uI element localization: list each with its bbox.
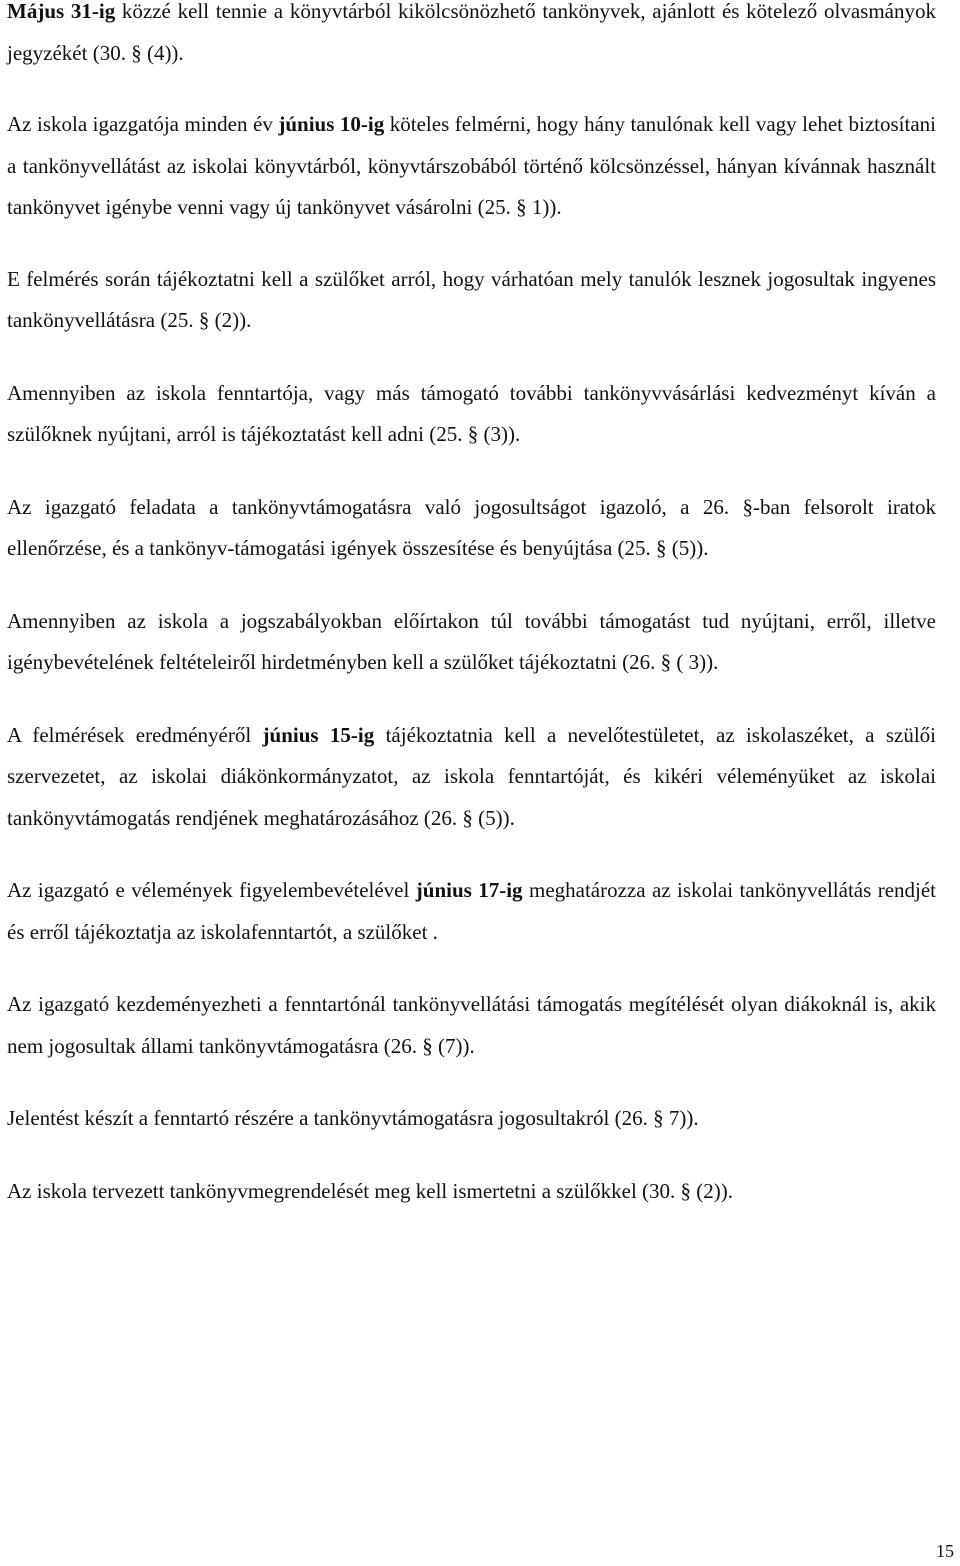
paragraph-director-duties [7,487,936,570]
paragraph-results-june-15 [7,715,936,840]
document-page [7,0,936,1212]
deadline-date: Május 31-ig [7,0,116,23]
paragraph-text: meghatározza az iskolai tankönyvellátás rendjét és erről tájékoztatja az iskolafenntartót, a szülőket . [7,878,937,944]
paragraph-text: Az igazgató kezdeményezheti a fenntartónál tankönyvellátási támogatás megítélését olyan diákoknál is, akik nem jogosultak állami tankönyvtámogatásra (26. § (7)). [7,992,936,1058]
paragraph-text: Jelentést készít a fenntartó részére a tankönyvtámogatásra jogosultakról (26. § 7)). [7,1106,699,1130]
paragraph-text: Amennyiben az iskola fenntartója, vagy más támogató további tankönyvvásárlási kedvezményt kíván a szülőknek nyújtani, arról is tájékoztatást kell adni (25. § (3)). [7,380,936,446]
deadline-date: június 15-ig [262,722,375,747]
paragraph-text: köteles felmérni, hogy hány tanulónak kell vagy lehet biztosítani a tankönyvellátást az iskolai könyvtárból, könyvtárszobából történő kölcsönzéssel, hányan kívánnak használt tankönyvet igénybe venni vagy új tankönyvet vásárolni (25. § 1)). [7,112,936,219]
paragraph-text: Amennyiben az iskola a jogszabályokban előírtakon túl további támogatást tud nyújtani, erről, illetve igénybevételének feltételeiről hirdetményben kell a szülőket tájékoztatni (26. § ( 3)). [7,608,936,674]
paragraph-text: A felmérések eredményéről [7,722,263,747]
deadline-date: június 10-ig [278,112,385,136]
paragraph-additional-support [7,601,936,684]
paragraph-parent-information [7,259,936,342]
paragraph-text: Az igazgató feladata a tankönyvtámogatásra való jogosultságot igazoló, a 26. §-ban felsorolt iratok ellenőrzése, és a tankönyv-támogatási igények összesítése és benyújtása (25. § (5)). [7,494,936,560]
paragraph-deadline-may-31 [7,0,936,74]
paragraph-text: közzé kell tennie a könyvtárból kikölcsönözhető tankönyvek, ajánlott és kötelező olvasmányok jegyzékét (30. § (4)). [7,0,936,65]
paragraph-maintainer-discount [7,373,936,456]
paragraph-text: Az igazgató e vélemények figyelembevételével [7,878,416,902]
paragraph-text: tájékoztatnia kell a nevelőtestületet, az iskolaszéket, a szülői szervezetet, az iskolai diákönkormányzatot, az iskola fenntartóját, és kikéri véleményüket az iskolai tankönyvtámogatás rendjének meghatározásához (26. § (5)). [7,722,936,830]
paragraph-survey-june-10 [7,104,936,229]
paragraph-text: Az iskola igazgatója minden év [7,112,279,136]
paragraph-report [7,1098,936,1140]
paragraph-text: E felmérés során tájékoztatni kell a szülőket arról, hogy várhatóan mely tanulók lesznek jogosultak ingyenes tankönyvellátásra (25. § (2)). [7,266,936,332]
paragraph-order-introduction [7,1171,936,1213]
paragraph-order-june-17 [7,870,936,953]
deadline-date: június 17-ig [415,878,523,902]
paragraph-text: Az iskola tervezett tankönyvmegrendelését meg kell ismertetni a szülőkkel (30. § (2)). [7,1178,734,1203]
paragraph-support-initiative [7,984,936,1067]
page-number: 15 [936,1541,954,1561]
